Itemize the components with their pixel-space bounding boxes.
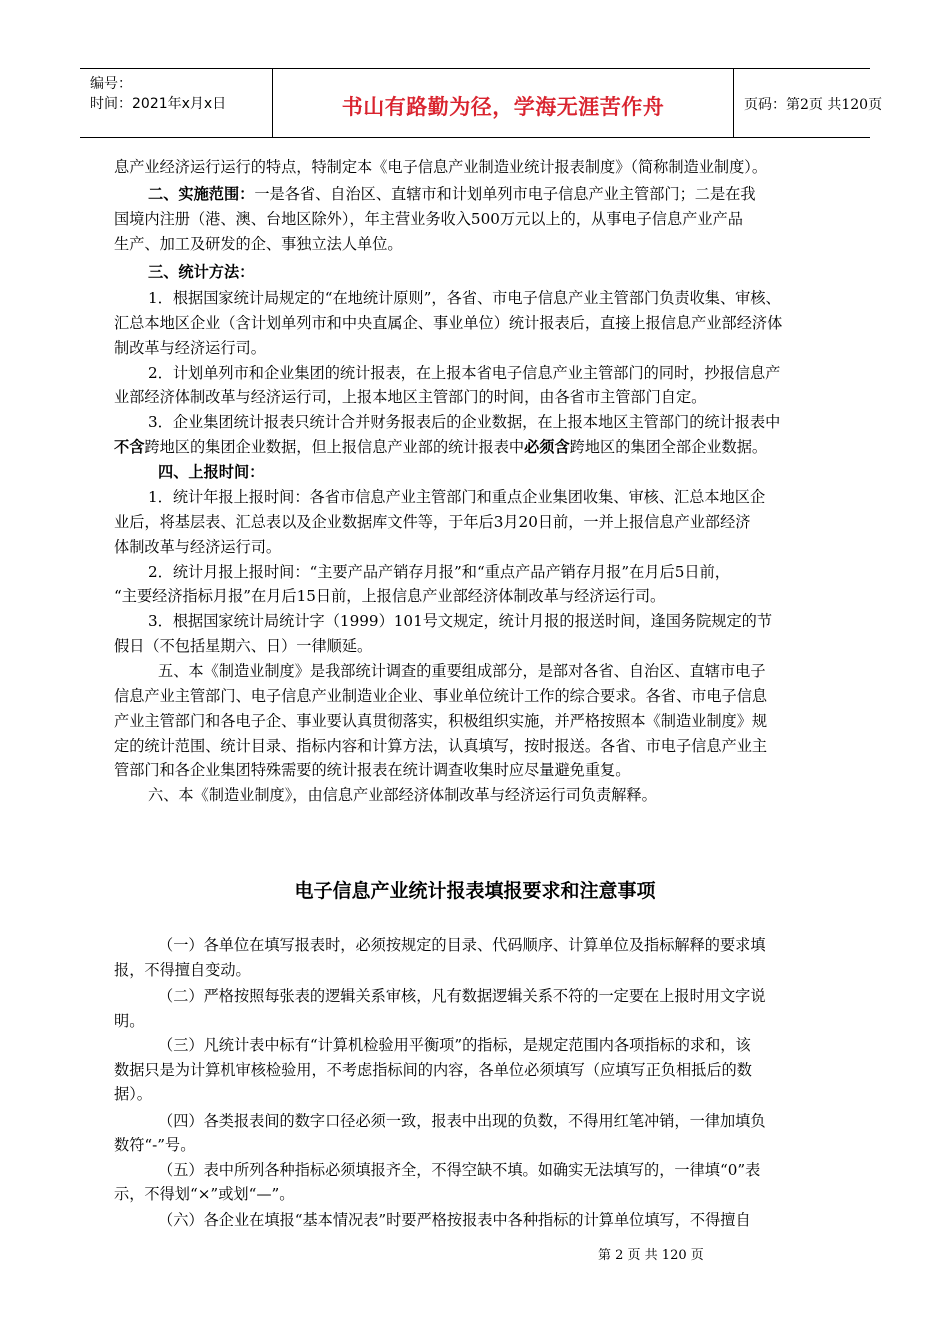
page-title: 电子信息产业统计报表填报要求和注意事项 xyxy=(294,880,656,902)
para-intro-line: 息产业经济运行运行的特点，特制定本《电子信息产业制造业统计报表制度》（简称制造业制度）。 xyxy=(114,158,768,176)
item-4-line-2: 数符“-”号。 xyxy=(114,1136,196,1154)
section-5-line-5: 管部门和各企业集团特殊需要的统计报表在统计调查收集时应尽量避免重复。 xyxy=(114,761,631,779)
section-4-p1-line-1: 1．统计年报上报时间：各省市信息产业主管部门和重点企业集团收集、审核、汇总本地区企 xyxy=(148,488,766,506)
section-2-heading: 二、实施范围： xyxy=(148,185,255,203)
section-2-line-3: 生产、加工及研发的企、事独立法人单位。 xyxy=(114,235,403,253)
item-3-line-1: （三）凡统计表中标有“计算机检验用平衡项”的指标，是规定范围内各项指标的求和，该 xyxy=(158,1036,751,1054)
section-4-p2-line-2: “主要经济指标月报”在月后15日前，上报信息产业部经济体制改革与经济运行司。 xyxy=(114,587,666,605)
item-1-line-1: （一）各单位在填写报表时，必须按规定的目录、代码顺序、计算单位及指标解释的要求填 xyxy=(158,936,766,954)
header-page-cell xyxy=(732,69,883,137)
section-5-line-2: 信息产业主管部门、电子信息产业制造业企业、事业单位统计工作的综合要求。各省、市电子信息 xyxy=(114,687,768,705)
item-2-line-1: （二）严格按照每张表的逻辑关系审核，凡有数据逻辑关系不符的一定要在上报时用文字说 xyxy=(158,987,766,1005)
section-3-p1-line-2: 汇总本地区企业（含计划单列市和中央直属企、事业单位）统计报表后，直接上报信息产业部经济体 xyxy=(114,314,783,332)
section-4-p1-line-3: 体制改革与经济运行司。 xyxy=(114,538,282,556)
section-4-p2-line-1: 2．统计月报上报时间：“主要产品产销存月报”和“重点产品产销存月报”在月后5日前， xyxy=(148,563,730,581)
header-meta xyxy=(80,69,272,137)
section-6-line: 六、本《制造业制度》，由信息产业部经济体制改革与经济运行司负责解释。 xyxy=(148,786,657,804)
section-3-p2-line-1: 2．计划单列市和企业集团的统计报表，在上报本省电子信息产业主管部门的同时，抄报信息产 xyxy=(148,364,781,382)
section-5-line-3: 产业主管部门和各电子企、事业要认真贯彻落实，积极组织实施，并严格按照本《制造业制度》规 xyxy=(114,712,768,730)
item-4-line-1: （四）各类报表间的数字口径必须一致，报表中出现的负数，不得用红笔冲销，一律加填负 xyxy=(158,1112,766,1130)
section-2-line-2: 国境内注册（港、澳、台地区除外），年主营业务收入500万元以上的，从事电子信息产业产品 xyxy=(114,210,743,228)
section-4-p3-line-2: 假日（不包括星期六、日）一律顺延。 xyxy=(114,637,373,655)
section-3-p3-line-2 xyxy=(114,436,767,458)
page-footer: 第 2 页 共 120 页 xyxy=(598,1248,704,1263)
section-2-text: 一是各省、自治区、直辖市和计划单列市电子信息产业主管部门；二是在我 xyxy=(254,185,756,203)
item-3-line-2: 数据只是为计算机审核检验用，不考虑指标间的内容，各单位必须填写（应填写正负相抵后的数 xyxy=(114,1061,752,1079)
item-3-line-3: 据）。 xyxy=(114,1085,152,1103)
section-4-p3-line-1: 3．根据国家统计局统计字（1999）101号文规定，统计月报的报送时间，逢国务院规定的节 xyxy=(148,612,773,630)
section-4-heading: 四、上报时间： xyxy=(158,463,265,481)
item-5-line-1: （五）表中所列各种指标必须填报齐全，不得空缺不填。如确实无法填写的，一律填“0”表 xyxy=(158,1161,761,1179)
section-3-p3-line-1: 3．企业集团统计报表只统计合并财务报表后的企业数据，在上报本地区主管部门的统计报表中 xyxy=(148,413,781,431)
section-3-p1-line-1: 1．根据国家统计局规定的“在地统计原则”，各省、市电子信息产业主管部门负责收集、审核、 xyxy=(148,289,781,307)
header-motto: 书山有路勤为径，学海无涯苦作舟 xyxy=(341,95,665,119)
item-6-line-1: （六）各企业在填报“基本情况表”时要严格按报表中各种指标的计算单位填写，不得擅自 xyxy=(158,1211,751,1229)
page-header xyxy=(80,68,883,138)
section-5-line-4: 定的统计范围、统计目录、指标内容和计算方法，认真填写，按时报送。各省、市电子信息产业主 xyxy=(114,737,768,755)
header-time: 时间：2021年x月x日 xyxy=(90,96,227,112)
section-4-p1-line-2: 业后，将基层表、汇总表以及企业数据库文件等，于年后3月20日前，一并上报信息产业部经济 xyxy=(114,513,751,531)
item-5-line-2: 示，不得划“×”或划“—”。 xyxy=(114,1185,295,1203)
emphasis-not-include: 不含 xyxy=(114,438,145,456)
item-2-line-2: 明。 xyxy=(114,1012,145,1030)
item-1-line-2: 报，不得擅自变动。 xyxy=(114,961,251,979)
header-number: 编号： xyxy=(90,76,132,92)
emphasis-must-include: 必须含 xyxy=(524,438,570,456)
header-page: 页码：第2页 共120页 xyxy=(744,97,883,113)
section-3-p3-mid: 跨地区的集团企业数据，但上报信息产业部的统计报表中 xyxy=(144,438,525,456)
section-3-p2-line-2: 业部经济体制改革与经济运行司，上报本地区主管部门的时间，由各省市主管部门自定。 xyxy=(114,388,707,406)
section-2-line-1 xyxy=(148,183,756,205)
section-3-p3-end: 跨地区的集团全部企业数据。 xyxy=(569,438,768,456)
section-5-line-1: 五、本《制造业制度》是我部统计调查的重要组成部分，是部对各省、自治区、直辖市电子 xyxy=(158,662,766,680)
section-3-p1-line-3: 制改革与经济运行司。 xyxy=(114,339,266,357)
header-motto-cell xyxy=(272,69,734,137)
section-3-heading: 三、统计方法： xyxy=(148,263,255,281)
